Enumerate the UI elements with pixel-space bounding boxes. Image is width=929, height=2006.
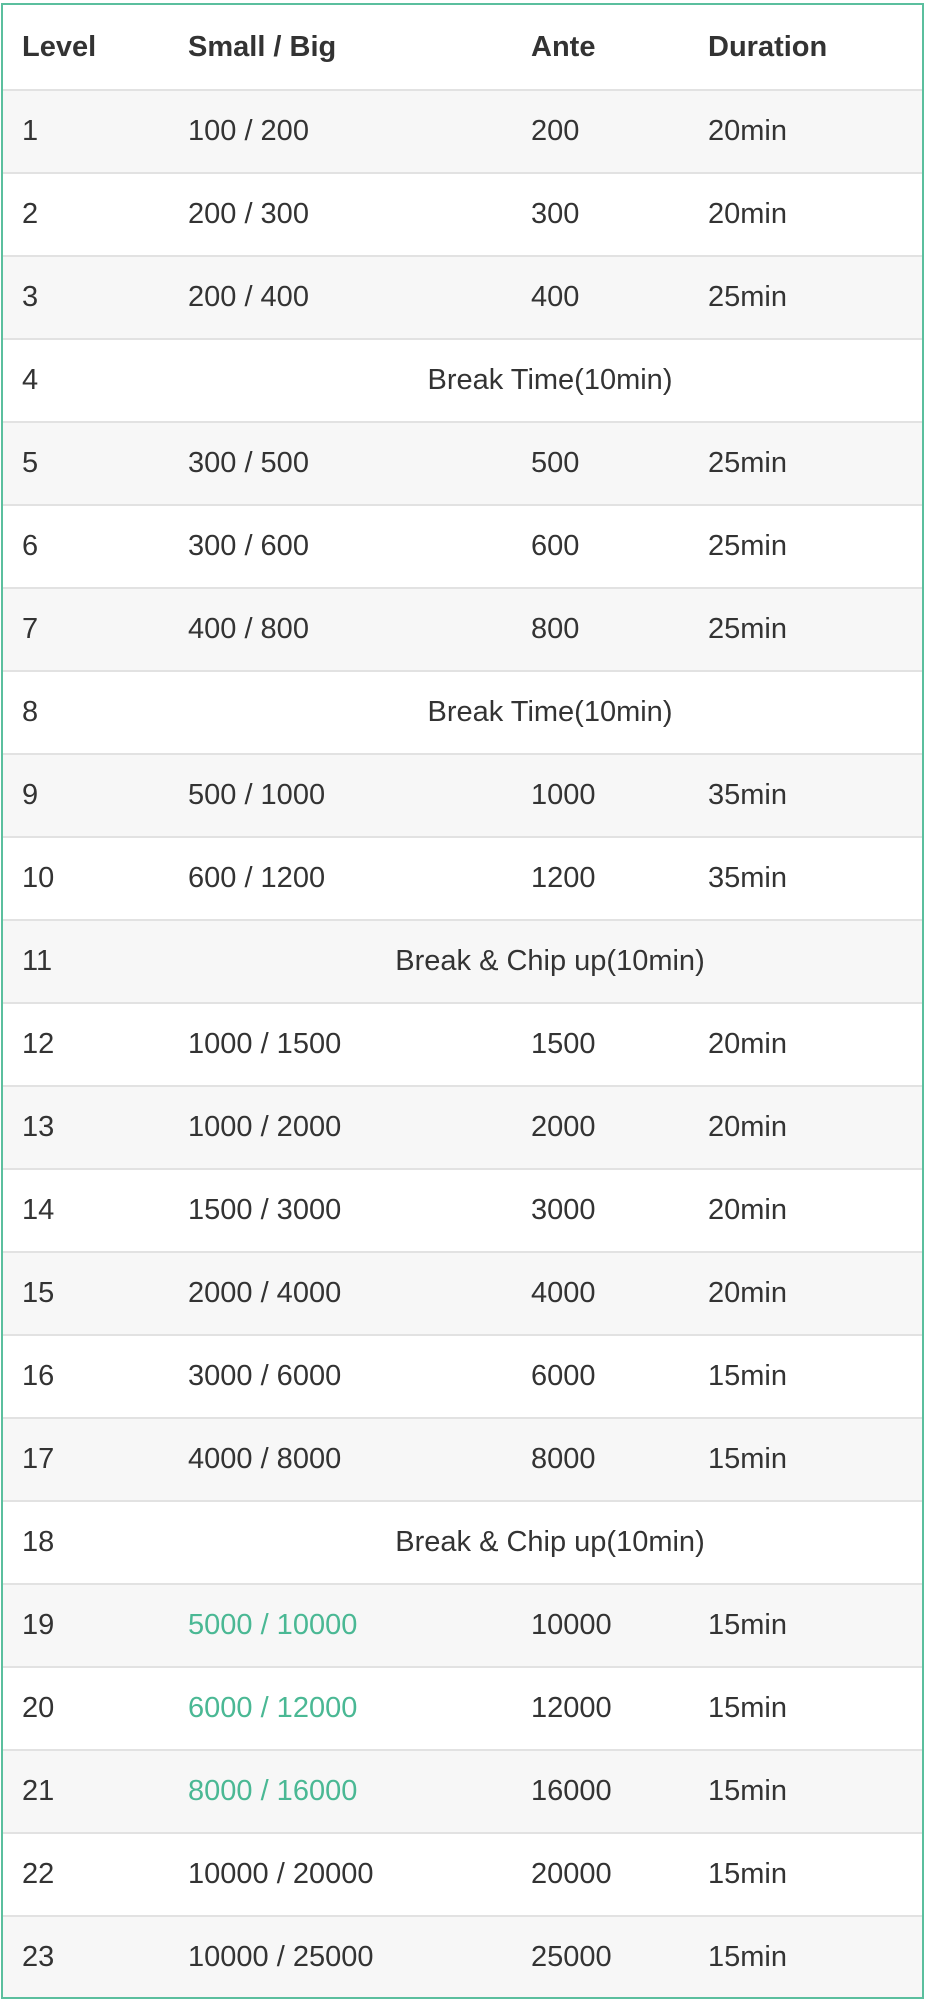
level-cell: 8 [22, 696, 39, 728]
level-cell: 4 [22, 364, 39, 396]
level-cell: 9 [22, 779, 39, 811]
blinds-cell: 10000 / 20000 [188, 1858, 374, 1890]
table-row [3, 257, 922, 340]
header-ante: Ante [531, 30, 596, 63]
duration-cell: 15min [708, 1360, 787, 1392]
table-row [3, 1336, 922, 1419]
break-row [3, 921, 922, 1004]
blinds-cell: 100 / 200 [188, 115, 309, 147]
ante-cell: 10000 [531, 1609, 612, 1641]
duration-cell: 15min [708, 1941, 787, 1973]
ante-cell: 600 [531, 530, 580, 562]
blinds-cell: 300 / 500 [188, 447, 309, 479]
level-cell: 21 [22, 1775, 55, 1807]
header-blinds: Small / Big [188, 30, 337, 63]
duration-cell: 20min [708, 115, 787, 147]
blinds-cell: 1500 / 3000 [188, 1194, 342, 1226]
table-row [3, 1004, 922, 1087]
table-row [3, 1253, 922, 1336]
level-cell: 7 [22, 613, 39, 645]
ante-cell: 6000 [531, 1360, 596, 1392]
table-row [3, 91, 922, 174]
duration-cell: 25min [708, 613, 787, 645]
ante-cell: 4000 [531, 1277, 596, 1309]
duration-cell: 25min [708, 281, 787, 313]
ante-cell: 1000 [531, 779, 596, 811]
table-body [3, 91, 922, 1999]
level-cell: 22 [22, 1858, 55, 1890]
blinds-cell: 10000 / 25000 [188, 1941, 374, 1973]
ante-cell: 1200 [531, 862, 596, 894]
blinds-cell: 4000 / 8000 [188, 1443, 342, 1475]
break-row [3, 672, 922, 755]
table-row [3, 423, 922, 506]
ante-cell: 12000 [531, 1692, 612, 1724]
table-row [3, 1751, 922, 1834]
ante-cell: 2000 [531, 1111, 596, 1143]
blinds-cell: 200 / 400 [188, 281, 309, 313]
table-row [3, 755, 922, 838]
table-row [3, 589, 922, 672]
table-row [3, 1668, 922, 1751]
break-cell: Break & Chip up(10min) [395, 945, 705, 977]
header-level: Level [22, 30, 97, 63]
ante-cell: 300 [531, 198, 580, 230]
duration-cell: 15min [708, 1443, 787, 1475]
break-row [3, 1502, 922, 1585]
table-row [3, 1087, 922, 1170]
blind-structure-table [1, 3, 924, 1999]
table-row [3, 174, 922, 257]
blinds-cell: 200 / 300 [188, 198, 309, 230]
level-cell: 5 [22, 447, 39, 479]
duration-cell: 15min [708, 1775, 787, 1807]
duration-cell: 25min [708, 530, 787, 562]
blinds-cell: 1000 / 2000 [188, 1111, 342, 1143]
ante-cell: 1500 [531, 1028, 596, 1060]
blinds-cell: 1000 / 1500 [188, 1028, 342, 1060]
blinds-cell: 8000 / 16000 [188, 1775, 358, 1807]
ante-cell: 500 [531, 447, 580, 479]
duration-cell: 15min [708, 1692, 787, 1724]
level-cell: 19 [22, 1609, 55, 1641]
duration-cell: 20min [708, 198, 787, 230]
level-cell: 14 [22, 1194, 55, 1226]
blinds-cell: 6000 / 12000 [188, 1692, 358, 1724]
level-cell: 1 [22, 115, 39, 147]
break-cell: Break & Chip up(10min) [395, 1526, 705, 1558]
ante-cell: 20000 [531, 1858, 612, 1890]
level-cell: 11 [22, 945, 53, 977]
blinds-cell: 600 / 1200 [188, 862, 326, 894]
break-cell: Break Time(10min) [427, 696, 673, 728]
level-cell: 6 [22, 530, 39, 562]
level-cell: 23 [22, 1941, 55, 1973]
duration-cell: 20min [708, 1277, 787, 1309]
duration-cell: 15min [708, 1609, 787, 1641]
ante-cell: 200 [531, 115, 580, 147]
level-cell: 2 [22, 198, 39, 230]
duration-cell: 20min [708, 1194, 787, 1226]
table-row [3, 838, 922, 921]
ante-cell: 16000 [531, 1775, 612, 1807]
level-cell: 17 [22, 1443, 55, 1475]
duration-cell: 20min [708, 1028, 787, 1060]
break-row [3, 340, 922, 423]
level-cell: 13 [22, 1111, 55, 1143]
level-cell: 18 [22, 1526, 55, 1558]
blinds-cell: 300 / 600 [188, 530, 309, 562]
level-cell: 10 [22, 862, 55, 894]
ante-cell: 800 [531, 613, 580, 645]
blinds-cell: 500 / 1000 [188, 779, 326, 811]
blinds-cell: 400 / 800 [188, 613, 309, 645]
table-row [3, 1585, 922, 1668]
table-row [3, 506, 922, 589]
level-cell: 16 [22, 1360, 55, 1392]
ante-cell: 400 [531, 281, 580, 313]
duration-cell: 35min [708, 862, 787, 894]
header-duration: Duration [708, 30, 828, 63]
ante-cell: 8000 [531, 1443, 596, 1475]
level-cell: 12 [22, 1028, 55, 1060]
table-row [3, 1834, 922, 1917]
break-cell: Break Time(10min) [427, 364, 673, 396]
blinds-cell: 3000 / 6000 [188, 1360, 342, 1392]
table-row [3, 1419, 922, 1502]
duration-cell: 20min [708, 1111, 787, 1143]
level-cell: 20 [22, 1692, 55, 1724]
table-row [3, 1917, 922, 1999]
ante-cell: 25000 [531, 1941, 612, 1973]
blinds-cell: 2000 / 4000 [188, 1277, 342, 1309]
table-header-row [3, 5, 922, 91]
duration-cell: 15min [708, 1858, 787, 1890]
level-cell: 15 [22, 1277, 55, 1309]
ante-cell: 3000 [531, 1194, 596, 1226]
duration-cell: 25min [708, 447, 787, 479]
level-cell: 3 [22, 281, 39, 313]
blinds-cell: 5000 / 10000 [188, 1609, 358, 1641]
duration-cell: 35min [708, 779, 787, 811]
table-row [3, 1170, 922, 1253]
